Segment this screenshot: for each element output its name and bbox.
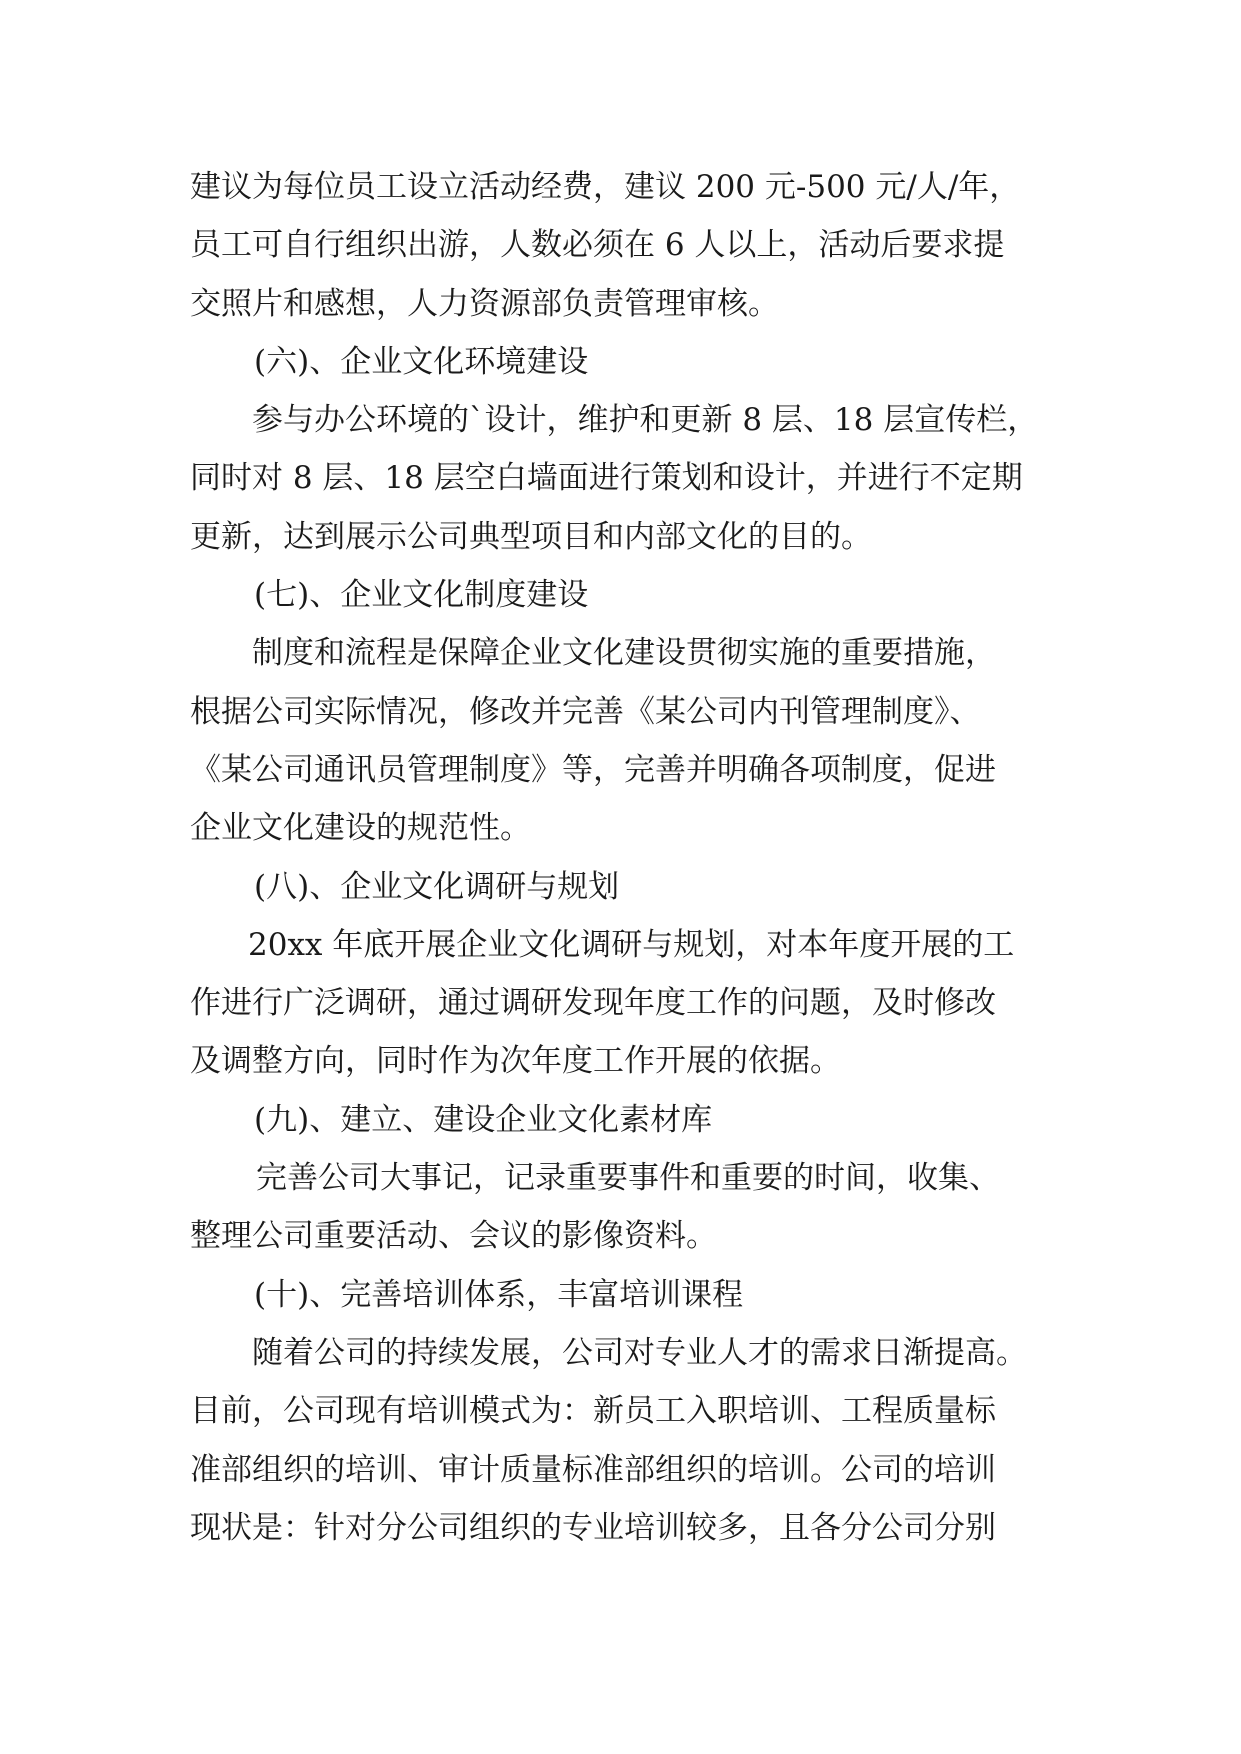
paragraph-first-line: 随着公司的持续发展，公司对专业人才的需求日渐提高。 (252, 1334, 1027, 1371)
document-body (190, 158, 1070, 1557)
section-heading: (九)、建立、建设企业文化素材库 (254, 1101, 713, 1138)
body-line: 交照片和感想，人力资源部负责管理审核。 (190, 285, 779, 322)
paragraph-first-line: 参与办公环境的`设计，维护和更新 8 层、18 层宣传栏， (252, 402, 1039, 439)
body-line: 及调整方向，同时作为次年度工作开展的依据。 (190, 1043, 841, 1080)
paragraph-first-line: 完善公司大事记，记录重要事件和重要的时间，收集、 (256, 1160, 1000, 1197)
section-heading: (十)、完善培训体系，丰富培训课程 (254, 1276, 744, 1313)
section-heading: (七)、企业文化制度建设 (254, 577, 589, 614)
body-line: 建议为每位员工设立活动经费，建议 200 元-500 元/人/年， (190, 169, 1021, 205)
body-line: 整理公司重要活动、会议的影像资料。 (190, 1218, 717, 1255)
paragraph-first-line: 制度和流程是保障企业文化建设贯彻实施的重要措施， (252, 635, 996, 672)
body-line: 员工可自行组织出游，人数必须在 6 人以上，活动后要求提 (190, 227, 1005, 264)
section-heading: (八)、企业文化调研与规划 (254, 868, 620, 905)
body-line: 企业文化建设的规范性。 (190, 810, 531, 847)
body-line: 准部组织的培训、审计质量标准部组织的培训。公司的培训 (190, 1451, 996, 1488)
body-line: 《某公司通讯员管理制度》等，完善并明确各项制度，促进 (190, 751, 996, 788)
paragraph-first-line: 20xx 年底开展企业文化调研与规划，对本年度开展的工 (248, 926, 1015, 963)
section-heading: (六)、企业文化环境建设 (254, 343, 589, 380)
body-line: 根据公司实际情况，修改并完善《某公司内刊管理制度》、 (190, 693, 981, 730)
body-line: 同时对 8 层、18 层空白墙面进行策划和设计，并进行不定期 (190, 460, 1023, 497)
body-line: 现状是：针对分公司组织的专业培训较多，且各分公司分别 (190, 1509, 996, 1546)
body-line: 作进行广泛调研，通过调研发现年度工作的问题，及时修改 (190, 985, 996, 1022)
body-line: 更新，达到展示公司典型项目和内部文化的目的。 (190, 518, 872, 555)
body-line: 目前，公司现有培训模式为：新员工入职培训、工程质量标 (190, 1393, 996, 1430)
